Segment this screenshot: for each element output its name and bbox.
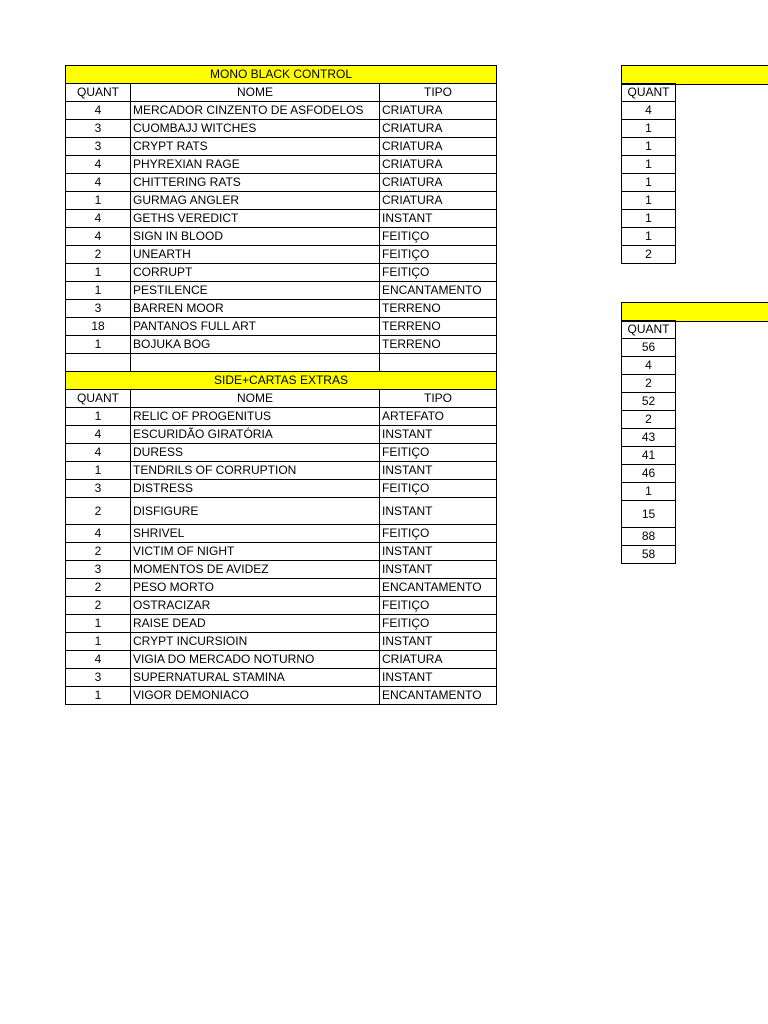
quant-cell: 4 (66, 651, 131, 669)
table-row (66, 264, 497, 282)
card-type-cell: INSTANT (380, 669, 497, 687)
table-row (622, 210, 676, 228)
quant-cell: 1 (66, 336, 131, 354)
card-type-cell: ENCANTAMENTO (380, 687, 497, 705)
card-name-cell: PESTILENCE (131, 282, 380, 300)
quant-header: QUANT (66, 390, 131, 408)
card-type-cell: FEITIÇO (380, 525, 497, 543)
card-name-cell: UNEARTH (131, 246, 380, 264)
quant-cell: 18 (66, 318, 131, 336)
table-row (622, 375, 676, 393)
quant-header: QUANT (66, 84, 131, 102)
card-type-cell: FEITIÇO (380, 228, 497, 246)
card-name-cell: CORRUPT (131, 264, 380, 282)
table-row (66, 561, 497, 579)
card-name-cell: DURESS (131, 444, 380, 462)
right-top-title-bar (621, 65, 768, 85)
card-name-cell: DISTRESS (131, 480, 380, 498)
quant-cell: 4 (66, 210, 131, 228)
quant-cell: 2 (622, 375, 676, 393)
quant-cell: 1 (622, 120, 676, 138)
card-name-cell: OSTRACIZAR (131, 597, 380, 615)
card-name-cell: SHRIVEL (131, 525, 380, 543)
card-name-cell: RELIC OF PROGENITUS (131, 408, 380, 426)
table-row (66, 498, 497, 525)
quant-cell: 1 (66, 462, 131, 480)
table-row (622, 138, 676, 156)
card-name-cell: MOMENTOS DE AVIDEZ (131, 561, 380, 579)
quant-cell: 4 (66, 102, 131, 120)
card-name-cell: SIGN IN BLOOD (131, 228, 380, 246)
quant-cell: 1 (66, 615, 131, 633)
card-type-cell: INSTANT (380, 210, 497, 228)
quant-cell: 3 (66, 120, 131, 138)
quant-cell: 2 (66, 543, 131, 561)
card-name-cell: VIGIA DO MERCADO NOTURNO (131, 651, 380, 669)
table-row (66, 597, 497, 615)
quant-cell: 4 (66, 525, 131, 543)
card-type-cell: TERRENO (380, 318, 497, 336)
card-type-cell: CRIATURA (380, 102, 497, 120)
card-name-cell: MERCADOR CINZENTO DE ASFODELOS (131, 102, 380, 120)
card-name-cell: PANTANOS FULL ART (131, 318, 380, 336)
card-name-cell: SUPERNATURAL STAMINA (131, 669, 380, 687)
table-row (66, 651, 497, 669)
table-row (66, 525, 497, 543)
card-type-cell: FEITIÇO (380, 615, 497, 633)
card-type-cell: CRIATURA (380, 174, 497, 192)
table-row (66, 543, 497, 561)
right-bottom-title-bar (621, 302, 768, 322)
card-type-cell: INSTANT (380, 633, 497, 651)
quant-cell: 4 (622, 102, 676, 120)
card-type-cell: INSTANT (380, 462, 497, 480)
right-top-quant-table (621, 83, 676, 264)
card-name-cell: CHITTERING RATS (131, 174, 380, 192)
quant-cell: 4 (622, 357, 676, 375)
quant-cell: 1 (66, 408, 131, 426)
card-type-cell: ARTEFATO (380, 408, 497, 426)
quant-cell: 4 (66, 228, 131, 246)
card-name-cell: BOJUKA BOG (131, 336, 380, 354)
card-type-cell: INSTANT (380, 561, 497, 579)
quant-header: QUANT (622, 321, 676, 339)
side-title: SIDE+CARTAS EXTRAS (66, 372, 497, 390)
quant-cell: 1 (66, 192, 131, 210)
quant-cell: 52 (622, 393, 676, 411)
quant-cell: 2 (66, 498, 131, 525)
table-row (66, 336, 497, 354)
table-row (66, 318, 497, 336)
quant-cell: 1 (622, 156, 676, 174)
card-name-cell: ESCURIDÃO GIRATÓRIA (131, 426, 380, 444)
nome-header: NOME (131, 84, 380, 102)
card-type-cell: FEITIÇO (380, 480, 497, 498)
table-row (622, 228, 676, 246)
card-type-cell: FEITIÇO (380, 264, 497, 282)
table-row (66, 120, 497, 138)
card-name-cell: GETHS VEREDICT (131, 210, 380, 228)
quant-header-row (622, 321, 676, 339)
card-name-cell: DISFIGURE (131, 498, 380, 525)
quant-cell: 1 (622, 192, 676, 210)
quant-cell: 2 (622, 246, 676, 264)
card-type-cell: CRIATURA (380, 651, 497, 669)
quant-cell: 15 (622, 501, 676, 528)
quant-cell (66, 354, 131, 372)
table-row (622, 246, 676, 264)
table-row (622, 174, 676, 192)
deck-list-table (65, 65, 497, 705)
card-type-cell: ENCANTAMENTO (380, 282, 497, 300)
table-row (66, 156, 497, 174)
quant-header-row (622, 84, 676, 102)
table-row (622, 156, 676, 174)
table-row (622, 528, 676, 546)
quant-cell: 4 (66, 174, 131, 192)
tipo-header: TIPO (380, 84, 497, 102)
table-row (66, 228, 497, 246)
table-row (622, 339, 676, 357)
quant-cell: 3 (66, 669, 131, 687)
tipo-header: TIPO (380, 390, 497, 408)
card-type-cell: INSTANT (380, 426, 497, 444)
card-type-cell: CRIATURA (380, 138, 497, 156)
table-row (622, 546, 676, 564)
card-type-cell: CRIATURA (380, 156, 497, 174)
card-name-cell: TENDRILS OF CORRUPTION (131, 462, 380, 480)
table-row (66, 426, 497, 444)
table-row (622, 501, 676, 528)
table-row (66, 687, 497, 705)
quant-cell: 1 (66, 633, 131, 651)
card-name-cell: BARREN MOOR (131, 300, 380, 318)
table-row (66, 246, 497, 264)
table-row (66, 615, 497, 633)
quant-cell: 2 (66, 597, 131, 615)
table-row (66, 192, 497, 210)
quant-cell: 58 (622, 546, 676, 564)
card-type-cell: CRIATURA (380, 192, 497, 210)
quant-cell: 56 (622, 339, 676, 357)
quant-cell: 2 (66, 246, 131, 264)
card-type-cell: FEITIÇO (380, 444, 497, 462)
table-row (66, 138, 497, 156)
card-type-cell: FEITIÇO (380, 597, 497, 615)
deck-title: MONO BLACK CONTROL (66, 66, 497, 84)
side-header-row (66, 390, 497, 408)
quant-cell: 1 (622, 210, 676, 228)
card-type-cell (380, 354, 497, 372)
quant-header: QUANT (622, 84, 676, 102)
side-title-row (66, 372, 497, 390)
table-row (622, 429, 676, 447)
card-type-cell: INSTANT (380, 543, 497, 561)
card-name-cell: CRYPT INCURSIOIN (131, 633, 380, 651)
card-type-cell: CRIATURA (380, 120, 497, 138)
quant-cell: 43 (622, 429, 676, 447)
table-row (66, 480, 497, 498)
table-row (66, 408, 497, 426)
card-name-cell (131, 354, 380, 372)
quant-cell: 1 (622, 174, 676, 192)
table-row (622, 393, 676, 411)
table-row (66, 174, 497, 192)
table-row (622, 357, 676, 375)
table-row (622, 102, 676, 120)
table-row (66, 669, 497, 687)
deck-header-row (66, 84, 497, 102)
table-row (66, 579, 497, 597)
quant-cell: 3 (66, 138, 131, 156)
quant-cell: 1 (622, 138, 676, 156)
table-row (66, 462, 497, 480)
quant-cell: 41 (622, 447, 676, 465)
card-type-cell: TERRENO (380, 300, 497, 318)
card-name-cell: VIGOR DEMONIACO (131, 687, 380, 705)
table-row (66, 444, 497, 462)
quant-cell: 1 (66, 282, 131, 300)
table-row (622, 120, 676, 138)
table-row (66, 633, 497, 651)
card-type-cell: TERRENO (380, 336, 497, 354)
table-row (66, 102, 497, 120)
nome-header: NOME (131, 390, 380, 408)
quant-cell: 3 (66, 300, 131, 318)
quant-cell: 1 (66, 264, 131, 282)
table-row (622, 192, 676, 210)
quant-cell: 2 (622, 411, 676, 429)
card-type-cell: ENCANTAMENTO (380, 579, 497, 597)
table-row (622, 411, 676, 429)
card-name-cell: GURMAG ANGLER (131, 192, 380, 210)
table-row (66, 300, 497, 318)
table-row (622, 447, 676, 465)
table-row (622, 483, 676, 501)
table-row (622, 465, 676, 483)
quant-cell: 1 (622, 483, 676, 501)
table-row (66, 210, 497, 228)
quant-cell: 4 (66, 444, 131, 462)
quant-cell: 46 (622, 465, 676, 483)
card-name-cell: RAISE DEAD (131, 615, 380, 633)
card-name-cell: VICTIM OF NIGHT (131, 543, 380, 561)
card-name-cell: PESO MORTO (131, 579, 380, 597)
quant-cell: 4 (66, 426, 131, 444)
deck-title-row (66, 66, 497, 84)
quant-cell: 88 (622, 528, 676, 546)
card-name-cell: CUOMBAJJ WITCHES (131, 120, 380, 138)
table-row (66, 282, 497, 300)
card-type-cell: FEITIÇO (380, 246, 497, 264)
quant-cell: 1 (66, 687, 131, 705)
quant-cell: 3 (66, 480, 131, 498)
card-type-cell: INSTANT (380, 498, 497, 525)
quant-cell: 3 (66, 561, 131, 579)
quant-cell: 2 (66, 579, 131, 597)
card-name-cell: CRYPT RATS (131, 138, 380, 156)
right-bottom-quant-table (621, 320, 676, 564)
table-row (66, 354, 497, 372)
quant-cell: 4 (66, 156, 131, 174)
card-name-cell: PHYREXIAN RAGE (131, 156, 380, 174)
quant-cell: 1 (622, 228, 676, 246)
